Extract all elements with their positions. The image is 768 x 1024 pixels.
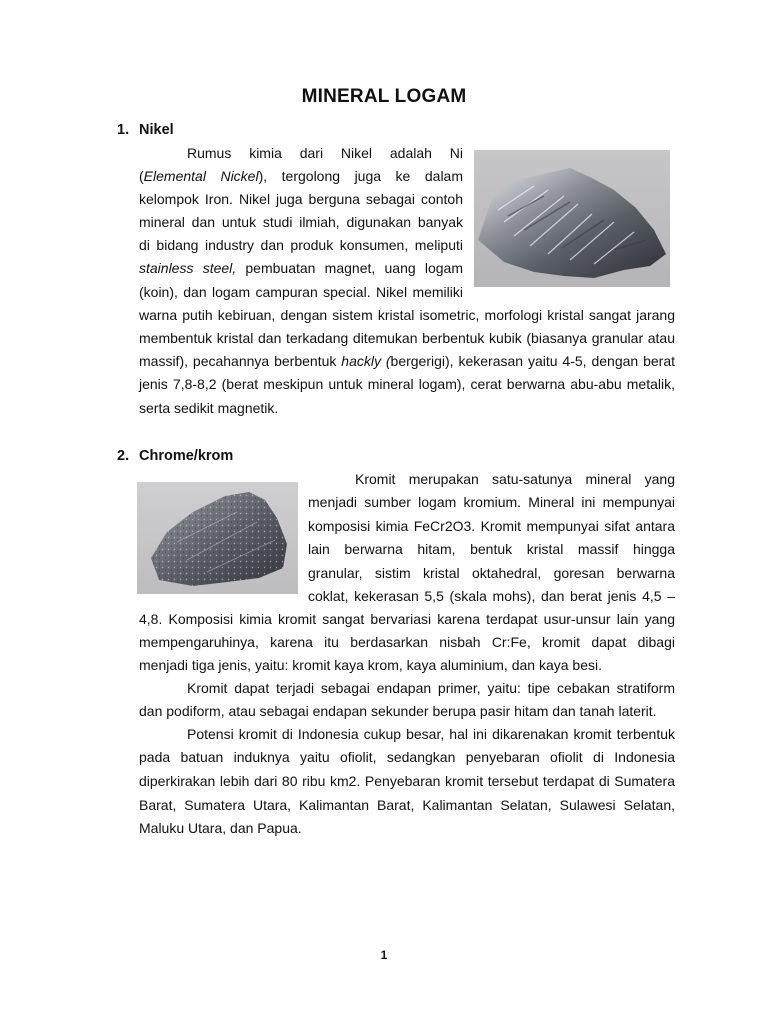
paragraph-line: Barat, Sumatera Utara, Kalimantan Barat, Kalimantan Selatan, Sulawesi Selatan, bbox=[139, 797, 675, 813]
section-title: Chrome/krom bbox=[139, 448, 234, 464]
paragraph-line: membentuk kristal dan terkadang ditemukan berbentuk kubik (biasanya granular atau bbox=[139, 330, 675, 346]
paragraph-line: mempengaruhinya, karena itu berdasarkan nisbah Cr:Fe, kromit dapat dibagi bbox=[139, 634, 675, 650]
chromite-rock-illustration bbox=[137, 482, 298, 594]
paragraph-line: granular, sistim kristal oktahedral, goresan berwarna bbox=[308, 565, 675, 581]
paragraph-line: komposisi kimia FeCr2O3. Kromit mempunyai sifat antara bbox=[308, 518, 675, 534]
paragraph-line: Kromit dapat terjadi sebagai endapan primer, yaitu: tipe cebakan stratiform bbox=[187, 680, 675, 696]
section-title: Nikel bbox=[139, 122, 174, 138]
paragraph-line: coklat, kekerasan 5,5 (skala mohs), dan berat jenis 4,5 – bbox=[308, 588, 675, 604]
paragraph-line: serta sedikit magnetik. bbox=[139, 400, 279, 416]
nickel-mineral-photo bbox=[474, 150, 670, 287]
page-title: MINERAL LOGAM bbox=[301, 86, 467, 107]
section-heading-chrome bbox=[117, 448, 233, 464]
paragraph-line: kelompok Iron. Nikel juga berguna sebagai contoh bbox=[139, 191, 463, 207]
paragraph-line: pada batuan induknya yaitu ofiolit, sedangkan penyebaran ofiolit di Indonesia bbox=[139, 749, 675, 765]
page-number: 1 bbox=[380, 948, 388, 962]
paragraph-line: mineral dan untuk studi ilmiah, digunakan banyak bbox=[139, 214, 463, 230]
paragraph-line: (Elemental Nickel), tergolong juga ke dalam bbox=[139, 168, 464, 184]
paragraph-line: menjadi tiga jenis, yaitu: kromit kaya krom, kaya aluminium, dan kaya besi. bbox=[139, 657, 602, 673]
paragraph-line: Potensi kromit di Indonesia cukup besar, hal ini dikarenakan kromit terbentuk bbox=[187, 726, 675, 742]
paragraph-line: di bidang industry dan produk konsumen, meliputi bbox=[139, 237, 463, 253]
paragraph-line: massif), pecahannya berbentuk hackly (bergerigi), kekerasan yaitu 4-5, dengan berat bbox=[139, 353, 675, 369]
paragraph-line: 4,8. Komposisi kimia kromit sangat bervariasi karena terdapat usur-unsur lain yang bbox=[139, 611, 675, 627]
chromite-mineral-photo bbox=[137, 482, 298, 594]
paragraph-line: jenis 7,8-8,2 (berat meskipun untuk mineral logam), cerat berwarna abu-abu metalik, bbox=[139, 376, 675, 392]
paragraph-line: Maluku Utara, dan Papua. bbox=[139, 820, 302, 836]
paragraph-line: dan podiform, atau sebagai endapan sekunder berupa pasir hitam dan tanah laterit. bbox=[139, 703, 657, 719]
paragraph-line: stainless steel, pembuatan magnet, uang logam bbox=[139, 260, 463, 276]
nickel-rock-illustration bbox=[474, 150, 670, 287]
paragraph-line: menjadi sumber logam kromium. Mineral ini mempunyai bbox=[308, 494, 675, 510]
paragraph-line: lain berwarna hitam, bentuk kristal massif hingga bbox=[308, 541, 675, 557]
paragraph-line: (koin), dan logam campuran special. Nikel memiliki bbox=[139, 284, 463, 300]
section-number: 2. bbox=[117, 448, 130, 464]
paragraph-line: warna putih kebiruan, dengan sistem kristal isometric, morfologi kristal sangat jarang bbox=[139, 307, 675, 323]
section-heading-nikel bbox=[117, 122, 174, 138]
paragraph-line: Rumus kimia dari Nikel adalah Ni bbox=[187, 145, 463, 161]
paragraph-line: diperkirakan lebih dari 80 ribu km2. Penyebaran kromit tersebut terdapat di Sumatera bbox=[139, 773, 675, 789]
section-number: 1. bbox=[117, 122, 130, 138]
paragraph-line: Kromit merupakan satu-satunya mineral yang bbox=[355, 471, 675, 487]
